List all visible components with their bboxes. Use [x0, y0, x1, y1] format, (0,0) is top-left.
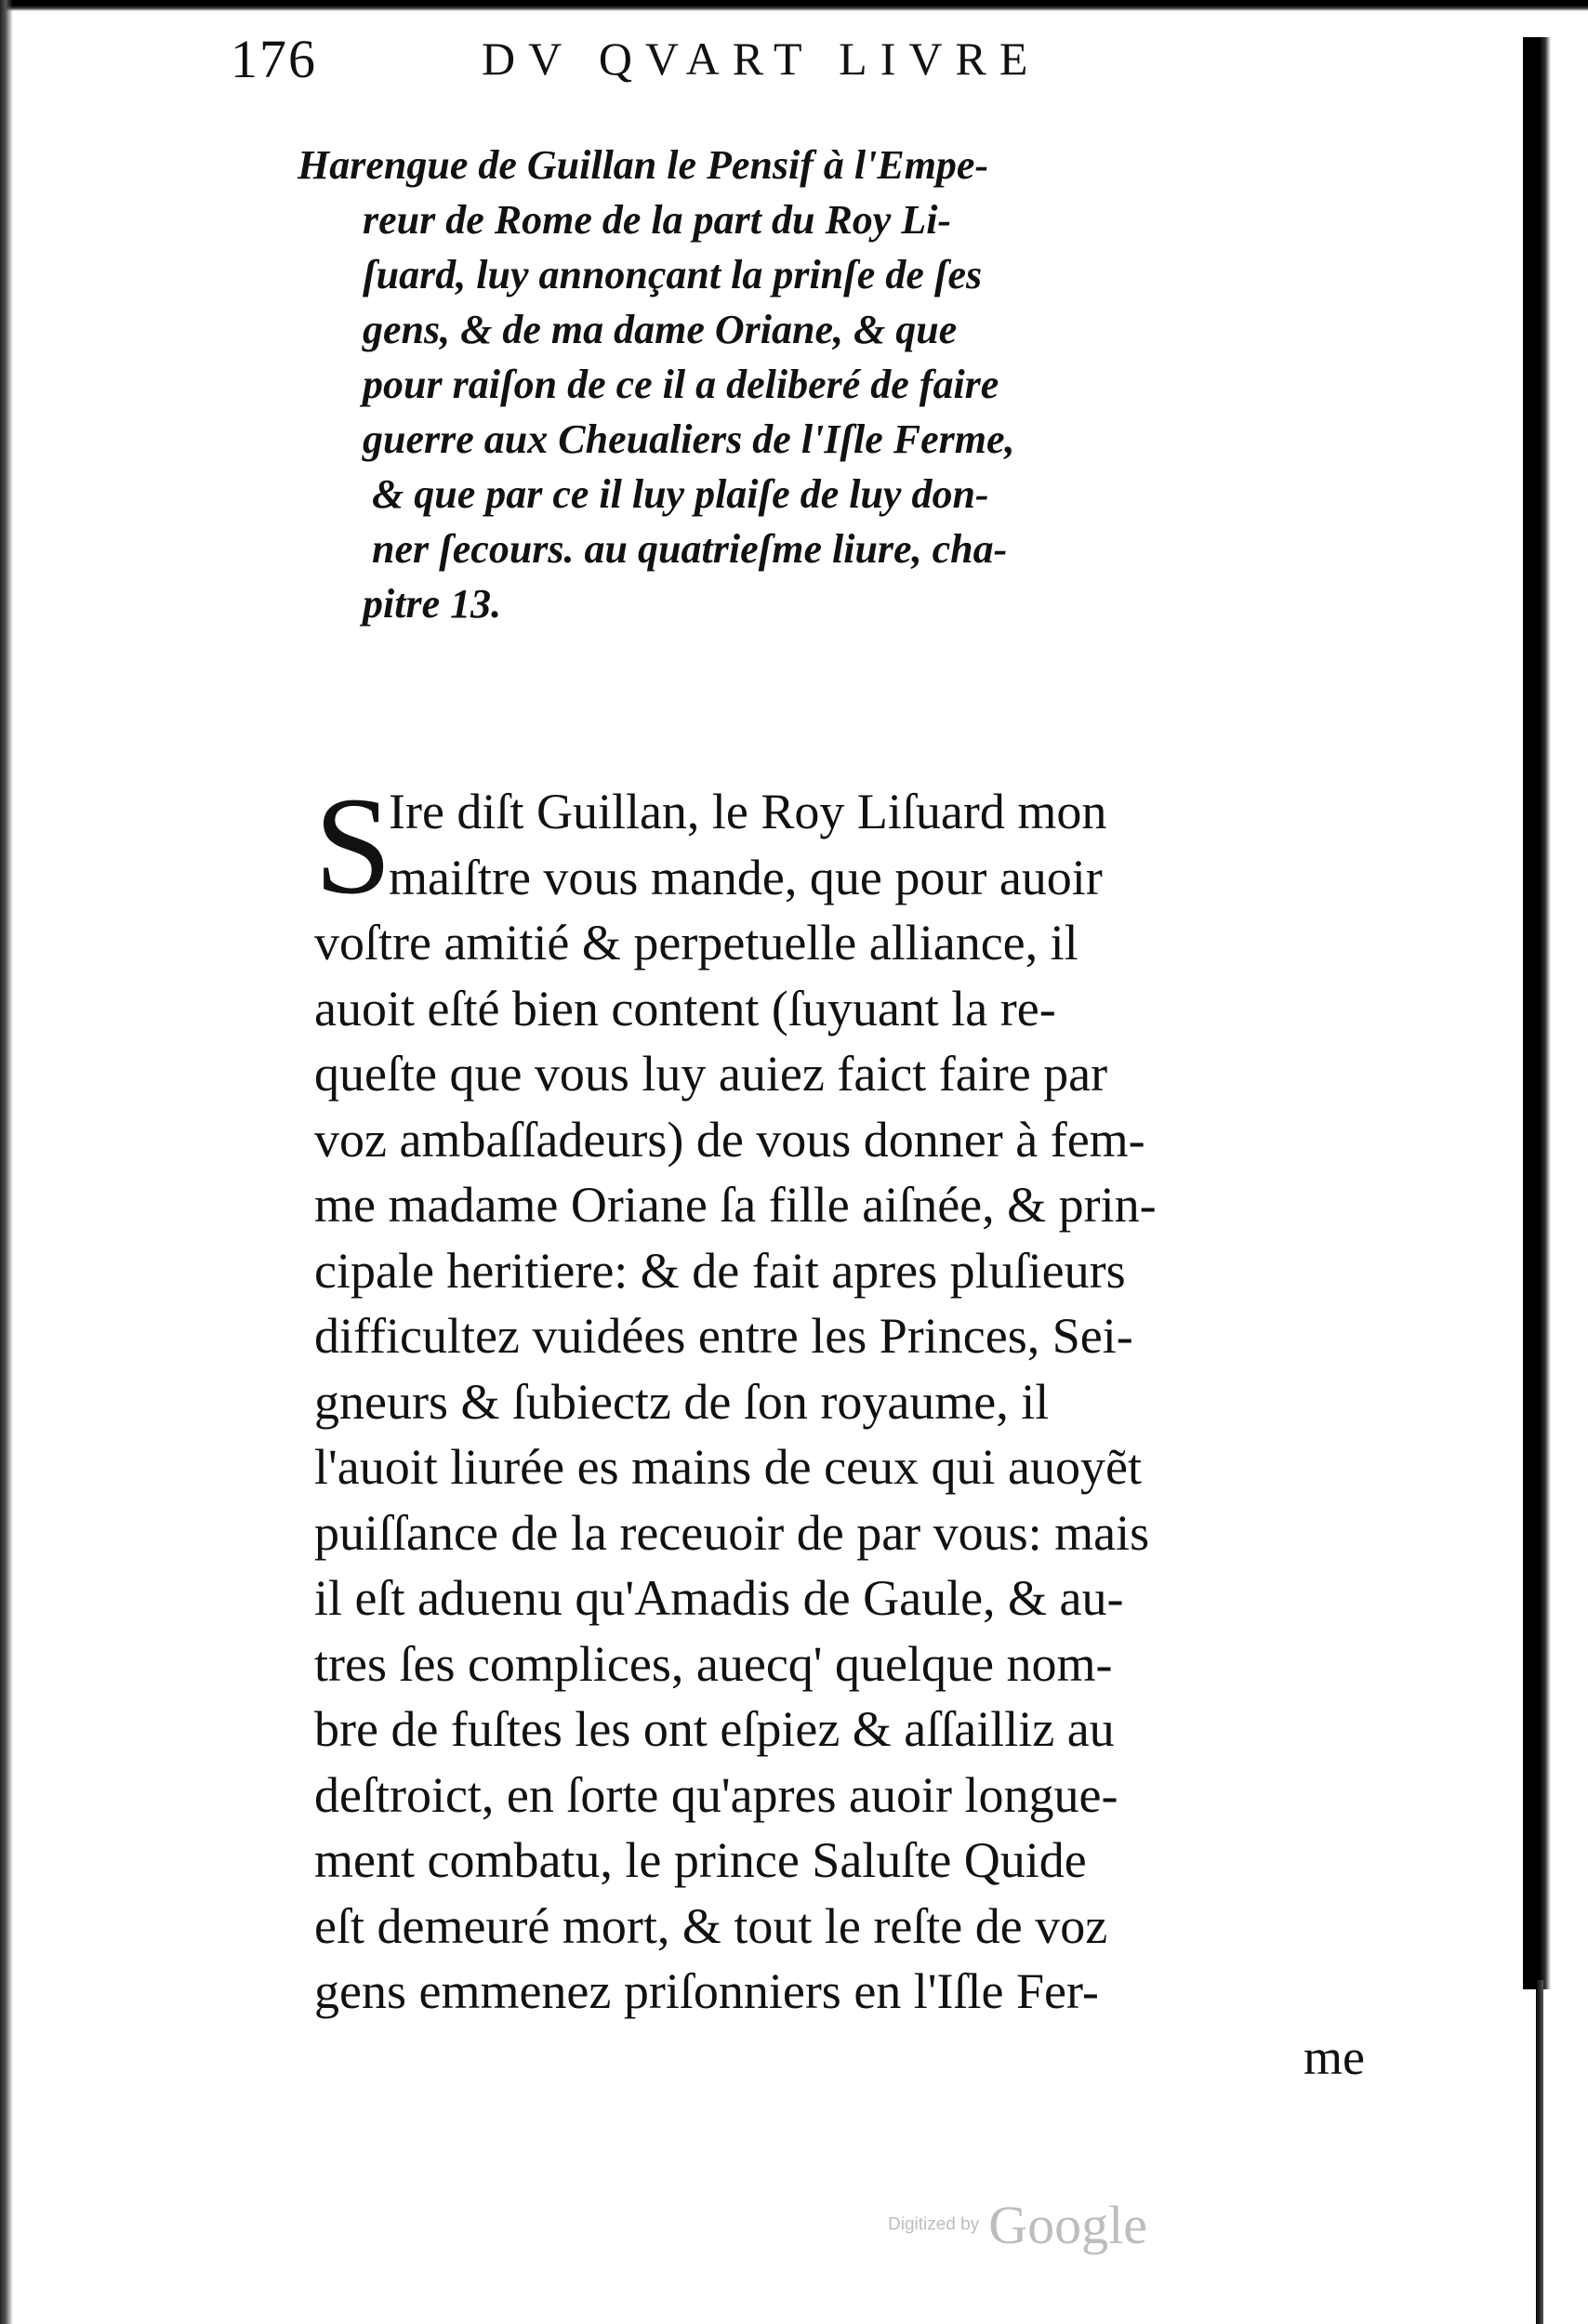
body-line: auoit eſté bien content (ſuyuant la re-	[314, 980, 1056, 1037]
scan-right-gutter-lower	[1536, 1980, 1543, 2324]
body-line: maiſtre vous mande, que pour auoir	[389, 849, 1103, 905]
scan-right-gutter	[1523, 37, 1551, 1989]
scan-top-edge	[0, 0, 1588, 11]
watermark-prefix: Digitized by	[888, 2214, 980, 2235]
summary-line: Harengue de Guillan le Pensif à l'Empe-	[298, 142, 989, 188]
scan-left-edge	[0, 0, 13, 2324]
summary-line: & que par ce il luy plaiſe de luy don-	[372, 471, 989, 517]
body-line: difficultez vuidées entre les Princes, Sei-	[314, 1308, 1133, 1364]
body-line: gens emmenez priſonniers en l'Iſle Fer-	[314, 1963, 1099, 2019]
body-line: tres ſes complices, auecq' quelque nom-	[314, 1635, 1113, 1692]
body-line: voz ambaſſadeurs) de vous donner à fem-	[314, 1111, 1145, 1168]
summary-line: gens, & de ma dame Oriane, & que	[363, 307, 958, 352]
running-head	[231, 28, 1216, 102]
body-line: voſtre amitié & perpetuelle alliance, il	[314, 915, 1079, 971]
page-number: 176	[231, 29, 317, 89]
body-line: cipale heritiere: & de fait apres pluſieurs	[314, 1242, 1126, 1299]
summary-line: ſuard, luy annonçant la prinſe de ſes	[363, 252, 983, 297]
running-title: DV QVART LIVRE	[482, 33, 1041, 85]
summary-line: pitre 13.	[363, 581, 502, 627]
body-line-catchword: me	[1303, 2028, 1365, 2085]
google-logo: Google	[988, 2195, 1147, 2255]
body-line: bre de fuſtes les ont eſpiez & aſſailliz au	[314, 1701, 1115, 1757]
body-line: puiſſance de la receuoir de par vous: mais	[314, 1504, 1150, 1561]
drop-cap: S	[314, 769, 392, 923]
body-line: l'auoit liurée es mains de ceux qui auoyẽt	[314, 1439, 1142, 1495]
chapter-summary	[298, 138, 1283, 631]
body-line: queſte que vous luy auiez faict faire par	[314, 1046, 1108, 1102]
digitized-by-google-watermark	[888, 2194, 1147, 2259]
body-line: eſt demeuré mort, & tout le reſte de voz	[314, 1897, 1108, 1954]
body-line: me madame Oriane ſa fille aiſnée, & prin-	[314, 1177, 1157, 1233]
body-line: gneurs & ſubiectz de ſon royaume, il	[314, 1373, 1050, 1430]
body-line: deſtroict, en ſorte qu'apres auoir longue-	[314, 1766, 1118, 1823]
summary-line: reur de Rome de la part du Roy Li-	[363, 197, 952, 243]
summary-line: guerre aux Cheualiers de l'Iſle Ferme,	[363, 416, 1015, 462]
body-line: il eſt aduenu qu'Amadis de Gaule, & au-	[314, 1570, 1124, 1626]
summary-line: pour raiſon de ce il a deliberé de faire	[363, 362, 999, 407]
body-line: ment combatu, le prince Saluſte Quide	[314, 1832, 1087, 1888]
summary-line: ner ſecours. au quatrieſme liure, cha-	[372, 526, 1008, 572]
body-text	[314, 769, 1383, 2090]
body-line: Ire diſt Guillan, le Roy Liſuard mon	[389, 784, 1107, 839]
